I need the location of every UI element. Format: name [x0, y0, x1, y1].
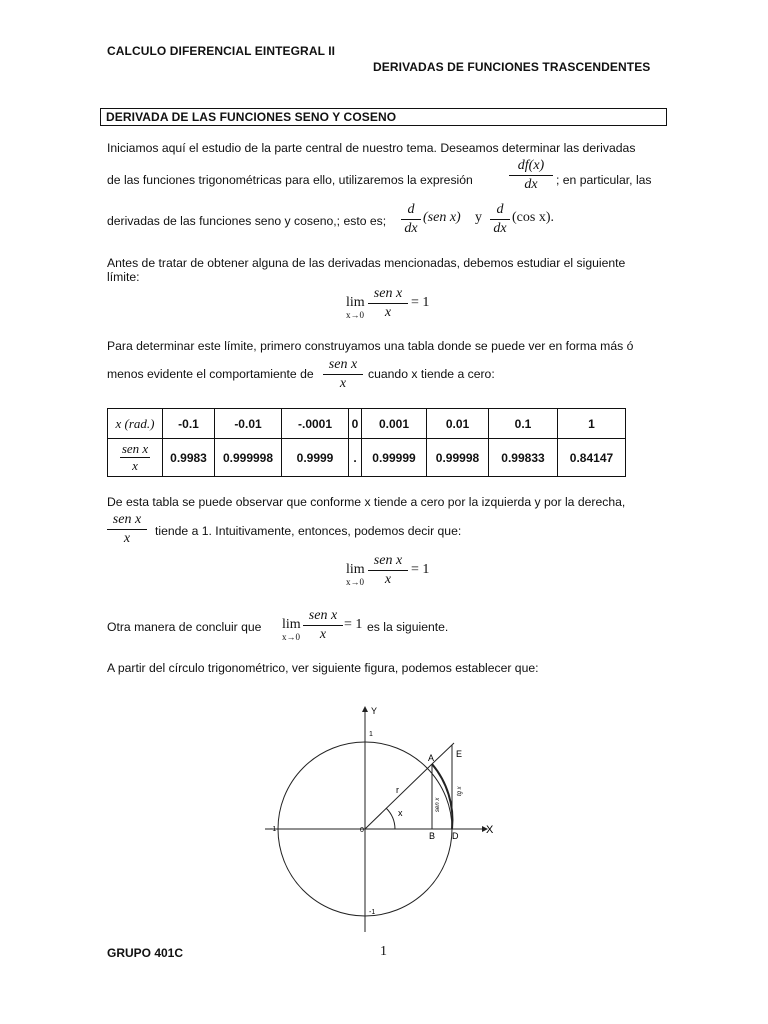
tick-left: -1 [270, 826, 277, 833]
table-cell: -0.01 [215, 409, 282, 439]
sine-label: sen x [435, 797, 441, 812]
para5-text-a: Otra manera de concluir que [107, 620, 262, 634]
section-title: DERIVADA DE LAS FUNCIONES SENO Y COSENO [106, 110, 397, 124]
limit2-lim: lim [346, 562, 365, 577]
para3-line2a: menos evidente el comportamiente de [107, 367, 314, 381]
table-cell: 0.9983 [163, 439, 215, 477]
table-cell: 0 [349, 409, 362, 439]
conj-y: y [475, 210, 482, 225]
tick-bottom: -1 [369, 909, 376, 916]
limit2-sub: x→0 [346, 577, 364, 587]
tangent-label: tg x [457, 786, 463, 796]
para1-line1: Iniciamos aquí el estudio de la parte central de nuestro tema. Deseamos determinar las derivadas [107, 141, 636, 155]
para2-line2: límite: [107, 270, 140, 284]
table-cell: 0.99833 [489, 439, 558, 477]
para4-line2b: tiende a 1. Intuitivamente, entonces, podemos decir que: [155, 524, 462, 538]
y-axis-label: Y [371, 706, 378, 716]
d-dx-fraction-cos [490, 202, 510, 237]
radius-line [365, 764, 432, 829]
table-cell: 0.99998 [427, 439, 489, 477]
doc-header-left: CALCULO DIFERENCIAL EINTEGRAL II [107, 44, 336, 58]
point-a-label: A [428, 753, 435, 763]
table-cell: 0.84147 [558, 439, 626, 477]
doc-header-right: DERIVADAS DE FUNCIONES TRASCENDENTES [373, 60, 651, 74]
table-row [108, 409, 626, 439]
tangent-ray [432, 743, 454, 764]
d-numerator-sen: d [401, 202, 421, 220]
table-cell: 0.99999 [362, 439, 427, 477]
table-cell: 0.1 [489, 409, 558, 439]
limit2-num: sen x [368, 553, 408, 571]
angle-label: x [398, 808, 403, 818]
limit2-den: x [384, 572, 392, 587]
para3-line2b: cuando x tiende a cero: [368, 367, 495, 381]
limit3-num: sen x [303, 608, 343, 626]
limit3-den: x [319, 627, 327, 642]
table-cell: 0.9999 [282, 439, 349, 477]
footer-group: GRUPO 401C [107, 946, 184, 960]
cos-x-expr: (cos x). [512, 210, 554, 225]
df-numerator: df(x) [509, 158, 553, 176]
para6: A partir del círculo trigonométrico, ver siguiente figura, podemos establecer que: [107, 661, 539, 675]
limit3-fraction [303, 608, 343, 643]
table-cell: 1 [558, 409, 626, 439]
limit3-lim: lim [282, 617, 301, 632]
para1-line3a: derivadas de las funciones seno y coseno,; esto es; [107, 214, 387, 228]
para4-fraction [107, 512, 147, 547]
section-title-box [100, 108, 667, 126]
df-denominator: dx [524, 177, 538, 192]
table-header-cell [108, 409, 163, 439]
tick-top: 1 [369, 731, 373, 738]
table-cell: . [349, 439, 362, 477]
point-b-label: B [429, 831, 436, 841]
radius-label: r [396, 785, 399, 795]
limit1-sub: x→0 [346, 310, 364, 320]
table-cell: 0.999998 [215, 439, 282, 477]
dx-denominator-cos: dx [493, 221, 507, 236]
values-table [107, 408, 626, 477]
para2-line1: Antes de tratar de obtener alguna de las derivadas mencionadas, debemos estudiar el siguiente [107, 256, 626, 270]
limit3-eq: = 1 [344, 617, 363, 632]
row1-head: x (rad.) [115, 415, 155, 431]
para3-frac-num: sen x [323, 357, 363, 375]
y-axis-arrow [362, 706, 368, 712]
para4-frac-den: x [123, 531, 131, 546]
para3-fraction [323, 357, 363, 392]
arc-segment [432, 764, 452, 829]
para3-frac-den: x [339, 376, 347, 391]
table-cell: -.0001 [282, 409, 349, 439]
limit2-eq: = 1 [411, 562, 430, 577]
limit1-eq: = 1 [411, 295, 430, 310]
d-numerator-cos: d [490, 202, 510, 220]
limit1-den: x [384, 305, 392, 320]
limit2-fraction [368, 553, 408, 588]
trig-circle-figure [260, 700, 500, 940]
para5-text-b: es la siguiente. [367, 620, 449, 634]
limit1-fraction [368, 286, 408, 321]
table-cell: 0.001 [362, 409, 427, 439]
angle-arc [386, 808, 395, 829]
page-number: 1 [380, 944, 387, 959]
table-cell: 0.01 [427, 409, 489, 439]
limit1-lim: lim [346, 295, 365, 310]
sen-x-expr: (sen x) [423, 210, 461, 225]
origin-label: 0 [360, 827, 364, 834]
point-e-label: E [456, 749, 463, 759]
limit1-num: sen x [368, 286, 408, 304]
row2-head-den: x [132, 458, 138, 473]
para1-line2a: de las funciones trigonométricas para ello, utilizaremos la expresión [107, 173, 473, 187]
d-dx-fraction-sen [401, 202, 421, 237]
x-axis-label: X [486, 824, 494, 836]
point-d-label: D [452, 831, 459, 841]
para4-line1: De esta tabla se puede observar que conforme x tiende a cero por la izquierda y por la derecha, [107, 495, 626, 509]
table-cell: -0.1 [163, 409, 215, 439]
para1-line2b: ; en particular, las [556, 173, 652, 187]
para4-frac-num: sen x [107, 512, 147, 530]
table-row [108, 439, 626, 477]
row2-head-num: sen x [121, 441, 149, 456]
limit3-sub: x→0 [282, 632, 300, 642]
table-header-cell [108, 439, 163, 477]
dx-denominator-sen: dx [404, 221, 418, 236]
df-dx-fraction [509, 158, 553, 193]
para3-line1: Para determinar este límite, primero construyamos una tabla donde se puede ver en forma más ó [107, 339, 634, 353]
